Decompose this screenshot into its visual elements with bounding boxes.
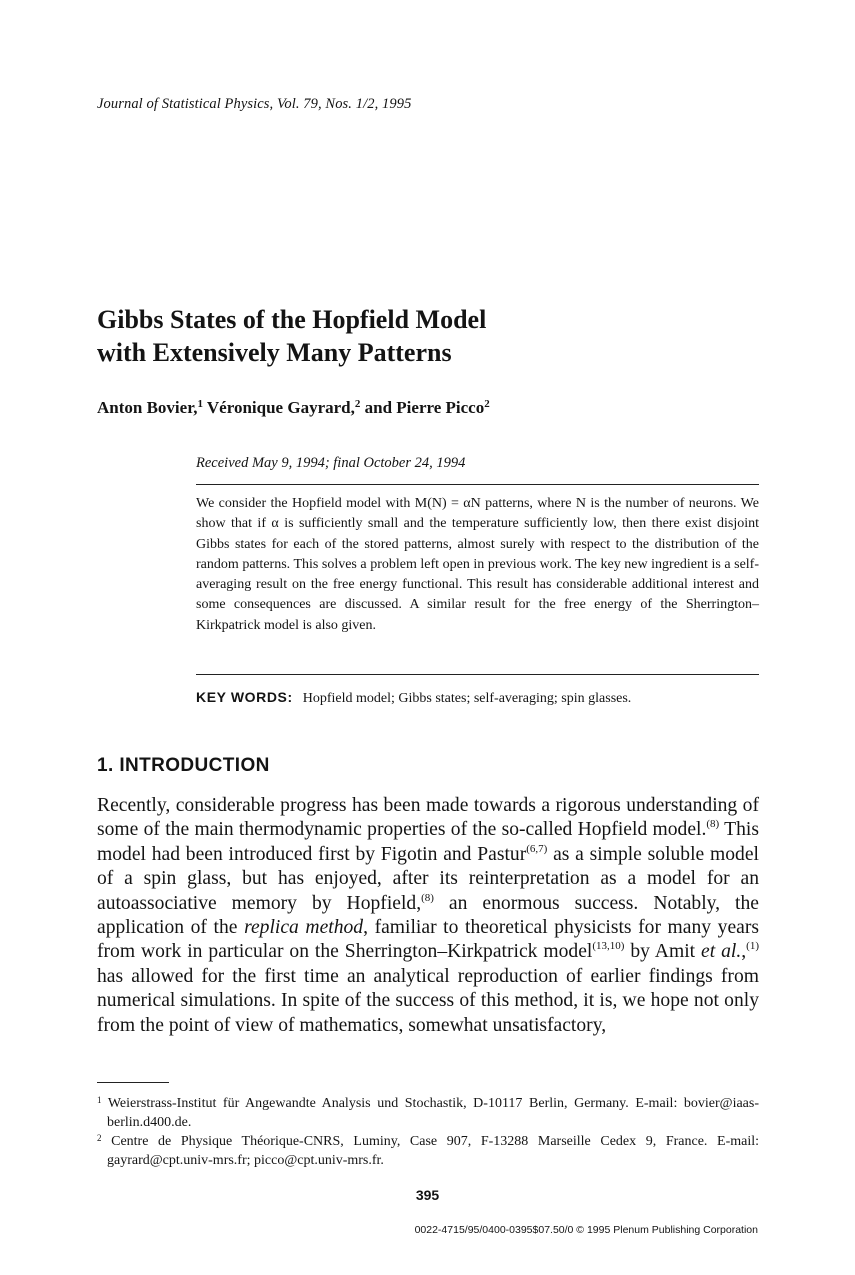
footnote-rule <box>97 1082 169 1083</box>
author-affiliation-mark: 2 <box>484 398 490 410</box>
abstract-text: We consider the Hopfield model with M(N) = αN patterns, where N is the number of neurons. We show that if α is sufficiently small and the temperature sufficiently low, then there exist disjoint Gibbs states for each of the stored patterns, almost surely with respect to the distribution of the random patterns. This solves a problem left open in previous work. The key new ingredient is a self-averaging result on the free energy functional. This result has considerable additional interest and some consequences are discussed. A similar result for the free energy of the Sherrington–Kirkpatrick model is also given. <box>196 496 759 633</box>
author-name: Véronique Gayrard, <box>206 398 355 417</box>
intro-text: by Amit <box>624 941 702 963</box>
intro-emphasis: replica method <box>244 917 364 939</box>
intro-emphasis: et al. <box>701 941 742 963</box>
section-heading: 1. INTRODUCTION <box>97 755 270 776</box>
abstract-bottom-rule <box>196 674 759 675</box>
footnote-text: Weierstrass-Institut für Angewandte Analysis und Stochastik, D-10117 Berlin, Germany. E-mail: bovier@iaas-berlin.d400.de. <box>107 1096 759 1130</box>
article-title <box>97 303 486 369</box>
intro-text: has allowed for the first time an analytical reproduction of earlier findings from numerical simulations. In spite of the success of this method, it is, we hope not only from the point of view of mathematics, somewhat unsatisfactory, <box>97 965 759 1036</box>
keywords-label: KEY WORDS: <box>196 689 293 705</box>
author-conjunction: and <box>364 398 393 417</box>
citation-ref: (13,10) <box>592 940 625 953</box>
intro-text: Recently, considerable progress has been made towards a rigorous understanding of some of the main thermodynamic properties of the so-called Hopfield model. <box>97 795 759 841</box>
intro-text: an enormous success. Notably, the application of the <box>97 892 759 939</box>
citation-ref: (1) <box>746 940 759 953</box>
author-affiliation-mark: 2 <box>354 398 361 410</box>
footnote-mark: 2 <box>97 1133 102 1143</box>
intro-text: , familiar to theoretical physicists for many years from work in particular on the Sherrington–Kirkpatrick model <box>97 917 760 963</box>
author-name: Pierre Picco <box>396 398 485 417</box>
author-list <box>97 398 490 418</box>
author-affiliation-mark: 1 <box>197 398 203 410</box>
abstract-top-rule <box>196 484 759 485</box>
copyright-line: 0022-4715/95/0400-0395$07.50/0 © 1995 Plenum Publishing Corporation <box>414 1224 758 1236</box>
journal-header: Journal of Statistical Physics, Vol. 79, Nos. 1/2, 1995 <box>97 96 412 112</box>
footnote-2 <box>97 1132 759 1170</box>
intro-text: as a simple soluble model of a spin glass, but has enjoyed, after its reinterpretation as a model for an autoassociative memory by Hopfield, <box>97 843 759 914</box>
page-number: 395 <box>415 1187 440 1203</box>
received-dates: Received May 9, 1994; final October 24, 1994 <box>196 455 466 471</box>
keywords <box>196 689 631 707</box>
intro-text: , <box>741 941 747 963</box>
footnote-text: Centre de Physique Théorique-CNRS, Luminy, Case 907, F-13288 Marseille Cedex 9, France. E-mail: gayrard@cpt.univ-mrs.fr; picco@cpt.univ-mrs.fr. <box>107 1134 759 1168</box>
author-name: Anton Bovier, <box>97 398 198 417</box>
footnote-1 <box>97 1094 759 1132</box>
title-line-2: with Extensively Many Patterns <box>97 338 452 367</box>
intro-text: This model had been introduced first by Figotin and Pastur <box>97 819 759 865</box>
citation-ref: (6,7) <box>526 842 548 855</box>
footnote-mark: 1 <box>97 1095 102 1105</box>
title-line-1: Gibbs States of the Hopfield Model <box>97 305 487 334</box>
keywords-list: Hopfield model; Gibbs states; self-averaging; spin glasses. <box>302 691 632 706</box>
intro-paragraph <box>97 794 759 1038</box>
citation-ref: (8) <box>421 891 434 904</box>
footnotes <box>97 1094 759 1170</box>
citation-ref: (8) <box>706 818 720 831</box>
